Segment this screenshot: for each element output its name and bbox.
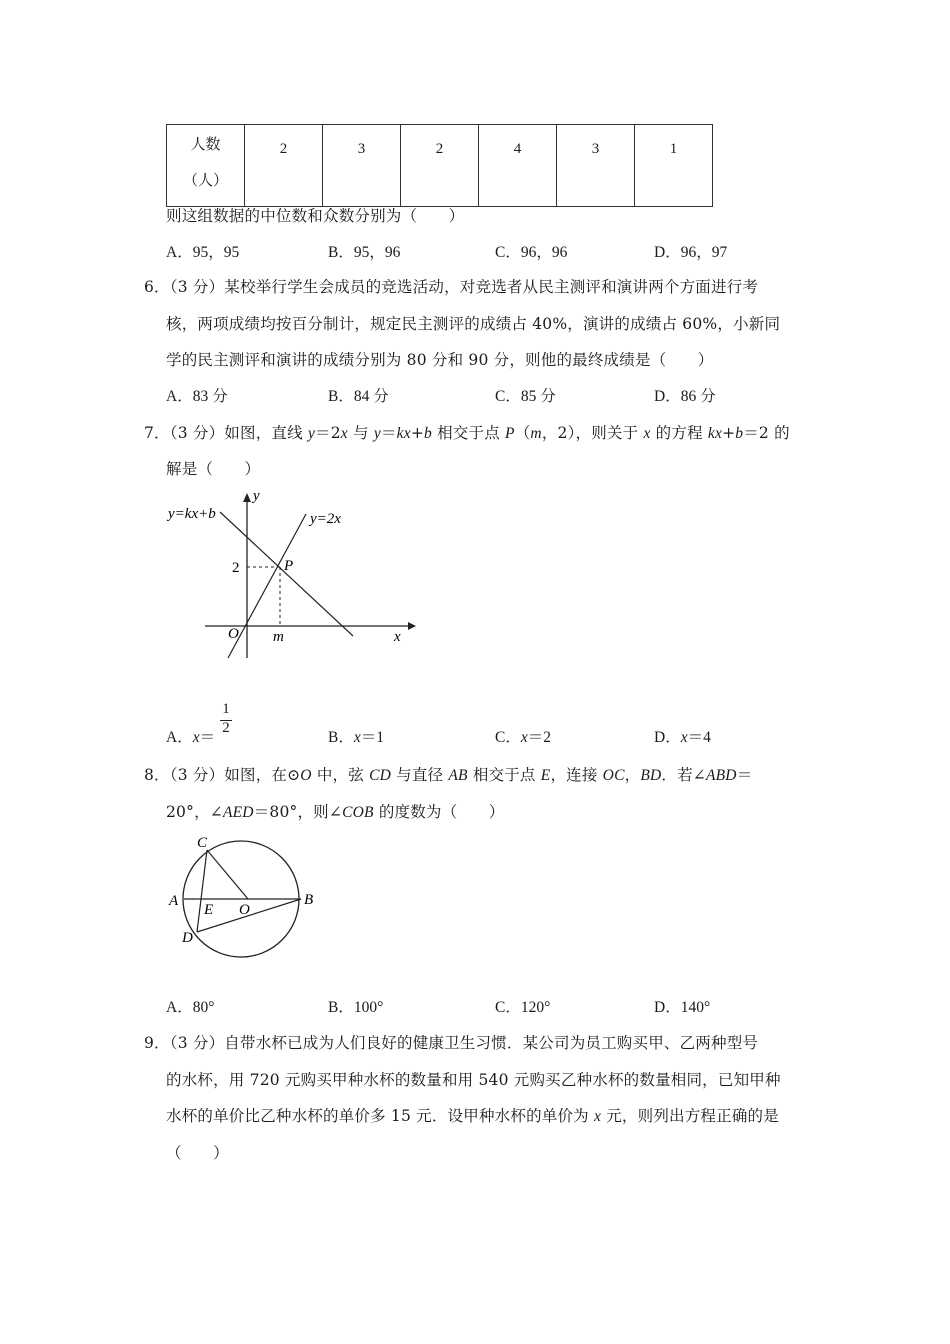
q7-var: P (505, 425, 515, 442)
q6-line3: 学的民主测评和演讲的成绩分别为 80 分和 90 分，则他的最终成绩是（ ） (166, 351, 714, 369)
y-tick-2: 2 (232, 560, 240, 576)
fraction-denominator: 2 (222, 720, 230, 736)
q6-option-d: D．86 分 (654, 388, 716, 405)
q8-option-b: B．100° (328, 999, 384, 1016)
table-row-label (167, 125, 245, 207)
q8-line2 (166, 800, 504, 822)
row-label-line1: 人数 (190, 137, 221, 153)
q6-line1: 6．（3 分）某校举行学生会成员的竞选活动，对竞选者从民主测评和演讲两个方面进行考 (144, 278, 759, 296)
option-prefix: C． (495, 729, 521, 746)
q7-text: （ (514, 424, 531, 442)
option-text: ＝4 (687, 729, 711, 746)
table-cell: 1 (635, 125, 713, 207)
table-cell: 4 (479, 125, 557, 207)
option-prefix: B． (328, 729, 354, 746)
table-cell: 3 (557, 125, 635, 207)
q7-text: ＝2 (315, 424, 341, 442)
q8-text: ，连接 (550, 766, 603, 784)
point-p-label: P (284, 558, 294, 574)
q7-var: b (735, 425, 744, 442)
q8-text: ．若∠ (661, 766, 706, 784)
q7-text: 与 (347, 424, 374, 442)
q8-circle-figure (160, 828, 330, 958)
option-text: ＝ (199, 729, 216, 746)
q7-text: 相交于点 (431, 424, 506, 442)
q8-var: AED (222, 804, 254, 821)
q8-var: COB (342, 804, 374, 821)
q7-var: kx (707, 425, 723, 442)
option-var: x (520, 729, 528, 746)
label-d: D (182, 930, 193, 946)
label-kx-plus-b: y=kx+b (168, 506, 216, 522)
option-text: ＝1 (360, 729, 384, 746)
q9-line2: 的水杯，用 720 元购买甲种水杯的数量和用 540 元购买乙种水杯的数量相同，已知甲种 (166, 1071, 781, 1089)
q8-text: ， (624, 766, 641, 784)
q8-var: OC (602, 767, 625, 784)
q7-option-c (495, 725, 551, 747)
segment-oc (207, 850, 248, 899)
y-axis-label: y (253, 488, 260, 504)
option-var: x (192, 729, 200, 746)
q7-line2: 解是（ ） (166, 460, 261, 478)
q7-text: 的方程 (650, 424, 708, 442)
q9-line3 (166, 1104, 779, 1126)
q7-var: x (643, 425, 651, 442)
q5-option-a: A．95，95 (166, 244, 240, 261)
q7-text: ＝ (380, 424, 397, 442)
q7-text: + (722, 424, 736, 442)
x-tick-m: m (273, 629, 284, 645)
q8-option-c: C．120° (495, 999, 551, 1016)
q6-option-b: B．84 分 (328, 388, 389, 405)
line-kx-plus-b (220, 512, 353, 636)
q8-line1 (144, 763, 752, 785)
q7-var: y (307, 425, 316, 442)
q8-var: O (300, 767, 312, 784)
q9-text: 水杯的单价比乙种水杯的单价多 15 元．设甲种水杯的单价为 (166, 1107, 595, 1125)
q7-option-b (328, 725, 384, 747)
y-axis-arrow (243, 493, 251, 502)
q8-text: 相交于点 (467, 766, 541, 784)
data-table (166, 124, 713, 207)
line-2x (228, 514, 306, 658)
q8-text: 的度数为（ ） (373, 803, 505, 821)
option-text: ＝2 (527, 729, 551, 746)
q8-text: 中，弦 (311, 766, 370, 784)
q7-var: kx (396, 425, 411, 442)
q9-line1: 9．（3 分）自带水杯已成为人们良好的健康卫生习惯．某公司为员工购买甲、乙两种型号 (144, 1034, 759, 1052)
x-axis-label: x (394, 629, 401, 645)
q8-text: 20°，∠ (166, 803, 223, 821)
q7-text: ＝2 的 (743, 424, 790, 442)
q8-var: AB (448, 767, 468, 784)
q8-option-d: D．140° (654, 999, 711, 1016)
fraction-numerator: 1 (222, 701, 230, 717)
option-prefix: D． (654, 729, 681, 746)
q7-option-a (166, 725, 215, 747)
q5-stem: 则这组数据的中位数和众数分别为（ ） (166, 207, 465, 225)
label-a: A (169, 893, 179, 909)
q9-text: 元，则列出方程正确的是 (601, 1107, 779, 1125)
q5-option-c: C．96，96 (495, 244, 568, 261)
q8-text: ＝80°，则∠ (253, 803, 343, 821)
table-cell: 3 (323, 125, 401, 207)
option-prefix: A． (166, 729, 193, 746)
q5-option-b: B．95，96 (328, 244, 401, 261)
q8-text: 与直径 (391, 766, 449, 784)
option-var: x (353, 729, 361, 746)
q6-option-c: C．85 分 (495, 388, 556, 405)
label-c: C (197, 835, 208, 851)
x-axis-arrow (408, 622, 416, 630)
q7-var: m (530, 425, 542, 442)
q7-option-d (654, 725, 711, 747)
table-cell: 2 (245, 125, 323, 207)
label-e: E (204, 902, 214, 918)
q5-option-d: D．96，97 (654, 244, 728, 261)
table-cell: 2 (401, 125, 479, 207)
option-var: x (680, 729, 688, 746)
q8-var: CD (369, 767, 391, 784)
q9-var: x (594, 1108, 602, 1125)
q6-option-a: A．83 分 (166, 388, 228, 405)
q8-option-a: A．80° (166, 999, 215, 1016)
row-label-line2: （人） (182, 173, 228, 189)
q6-line2: 核，两项成绩均按百分制计，规定民主测评的成绩占 40%，演讲的成绩占 60%，小新同 (166, 315, 781, 333)
q9-line4: （ ） (166, 1144, 229, 1162)
q7-var: b (424, 425, 432, 442)
q7-text: ，2），则关于 (541, 424, 644, 442)
q8-text: ＝ (736, 766, 753, 784)
label-b: B (304, 892, 314, 908)
q7-text: 7．（3 分）如图，直线 (144, 424, 308, 442)
q7-line1 (144, 421, 790, 443)
q7-var: x (340, 425, 348, 442)
table-row (167, 125, 713, 207)
origin-label: O (228, 626, 239, 642)
q7-graph-figure (160, 486, 420, 666)
q7-var: y (373, 425, 381, 442)
label-o: O (239, 902, 250, 918)
q8-var: BD (640, 767, 662, 784)
label-2x: y=2x (310, 511, 341, 527)
chord-cd (197, 850, 207, 932)
q8-var: E (540, 767, 551, 784)
q8-var: ABD (705, 767, 737, 784)
q8-text: 8．（3 分）如图，在⊙ (144, 766, 301, 784)
q7-text: + (410, 424, 425, 442)
